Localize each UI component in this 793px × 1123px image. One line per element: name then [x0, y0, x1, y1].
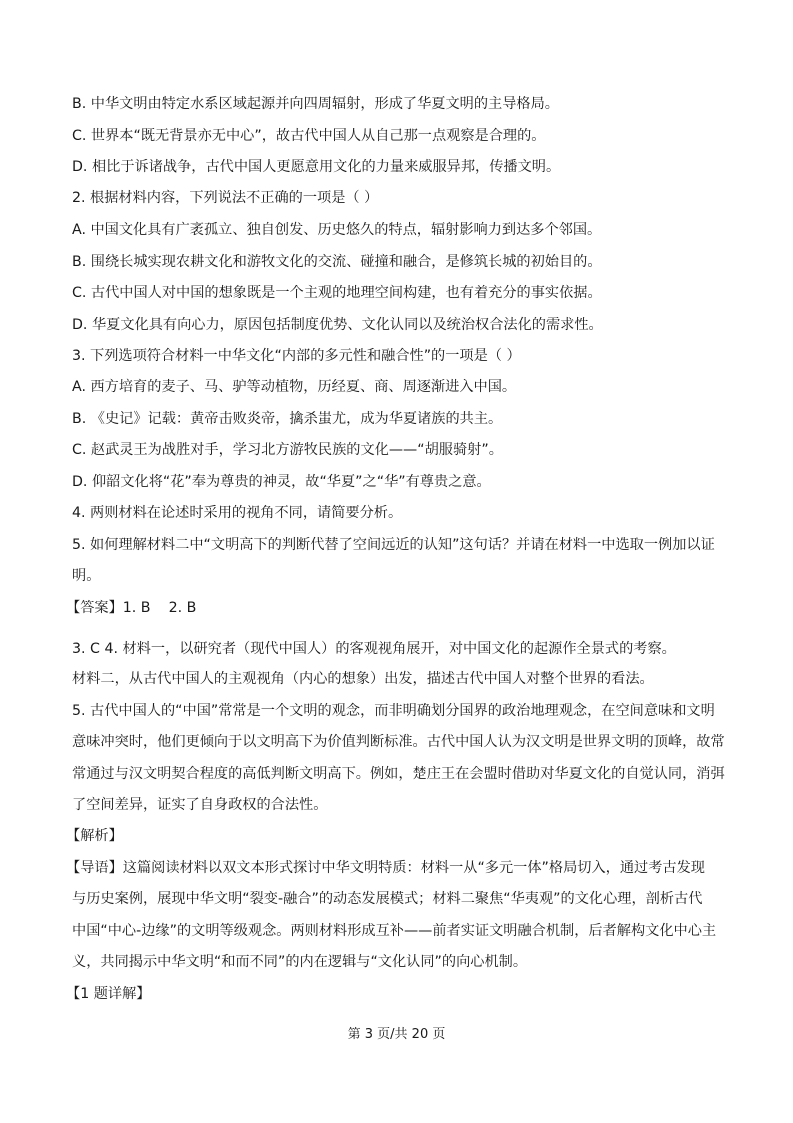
q1-option-c: C. 世界本“既无背景亦无中心”，故古代中国人从自己那一点观察是合理的。 [72, 128, 546, 144]
q1-option-d: D. 相比于诉诸战争，古代中国人更愿意用文化的力量来威服异邦，传播文明。 [72, 159, 561, 175]
analysis-label: 【解析】 [66, 828, 123, 844]
q5-stem-line1: 5. 如何理解材料二中“文明高下的判断代替了空间远近的认知”这句话？并请在材料一中选取一例加以证 [72, 537, 715, 553]
answer-q5-line3: 常通过与汉文明契合程度的高低判断文明高下。例如，楚庄王在会盟时借助对华夏文化的自觉认同，消弭 [72, 766, 725, 782]
answer-q5-line4: 了空间差异，证实了自身政权的合法性。 [72, 797, 328, 813]
q3-option-a: A. 西方培育的麦子、马、驴等动植物，历经夏、商、周逐渐进入中国。 [72, 379, 517, 395]
answer-line3: 材料二，从古代中国人的主观视角（内心的想象）出发，描述古代中国人对整个世界的看法。 [72, 671, 654, 687]
answer-line2: 3. C 4. 材料一，以研究者（现代中国人）的客观视角展开，对中国文化的起源作全景式的考察。 [72, 641, 676, 657]
q3-option-c: C. 赵武灵王为战胜对手，学习北方游牧民族的文化——“胡服骑射”。 [72, 442, 503, 458]
q4-stem: 4. 两则材料在论述时采用的视角不同，请简要分析。 [72, 505, 403, 521]
q1-option-b: B. 中华文明由特定水系区域起源并向四周辐射，形成了华夏文明的主导格局。 [72, 96, 559, 112]
q2-stem: 2. 根据材料内容，下列说法不正确的一项是（ ） [72, 190, 379, 206]
guide-line1: 【导语】这篇阅读材料以双文本形式探讨中华文明特质：材料一从“多元一体”格局切入，通过考古发现 [66, 860, 705, 876]
guide-line2: 与历史案例，展现中华文明“裂变-融合”的动态发展模式；材料二聚焦“华夷观”的文化心理，剖析古代 [72, 891, 703, 907]
guide-line3: 中国“中心-边缘”的文明等级观念。两则材料形成互补——前者实证文明融合机制，后者解构文化中心主 [72, 923, 717, 939]
answer-q5-line2: 意味冲突时，他们更倾向于以文明高下为价值判断标准。古代中国人认为汉文明是世界文明的顶峰，故常 [72, 734, 725, 750]
guide-line4: 义，共同揭示中华文明“和而不同”的内在逻辑与“文化认同”的向心机制。 [72, 954, 528, 970]
detail-heading-q1: 【1 题详解】 [66, 986, 151, 1002]
q3-option-b: B. 《史记》记载：黄帝击败炎帝，擒杀蚩尤，成为华夏诸族的共主。 [72, 411, 503, 427]
q3-option-d: D. 仰韶文化将“花”奉为尊贵的神灵，故“华夏”之“华”有尊贵之意。 [72, 474, 491, 490]
q5-stem-line2: 明。 [72, 568, 101, 584]
page-footer: 第 3 页/共 20 页 [347, 1027, 446, 1042]
answer-block-row [66, 598, 196, 618]
answer-line1: 1. B 2. B [122, 600, 197, 616]
q2-option-b: B. 围绕长城实现农耕文化和游牧文化的交流、碰撞和融合，是修筑长城的初始目的。 [72, 254, 602, 270]
q2-option-c: C. 古代中国人对中国的想象既是一个主观的地理空间构建，也有着充分的事实依据。 [72, 285, 602, 301]
q2-option-a: A. 中国文化具有广袤孤立、独自创发、历史悠久的特点，辐射影响力到达多个邻国。 [72, 222, 602, 238]
q3-stem: 3. 下列选项符合材料一中华文化“内部的多元性和融合性”的一项是（ ） [72, 348, 521, 364]
q2-option-d: D. 华夏文化具有向心力，原因包括制度优势、文化认同以及统治权合法化的需求性。 [72, 317, 603, 333]
answer-q5-line1: 5. 古代中国人的“中国”常常是一个文明的观念，而非明确划分国界的政治地理观念，在空间意味和文明 [72, 703, 715, 719]
answer-label: 【答案】 [66, 600, 123, 616]
